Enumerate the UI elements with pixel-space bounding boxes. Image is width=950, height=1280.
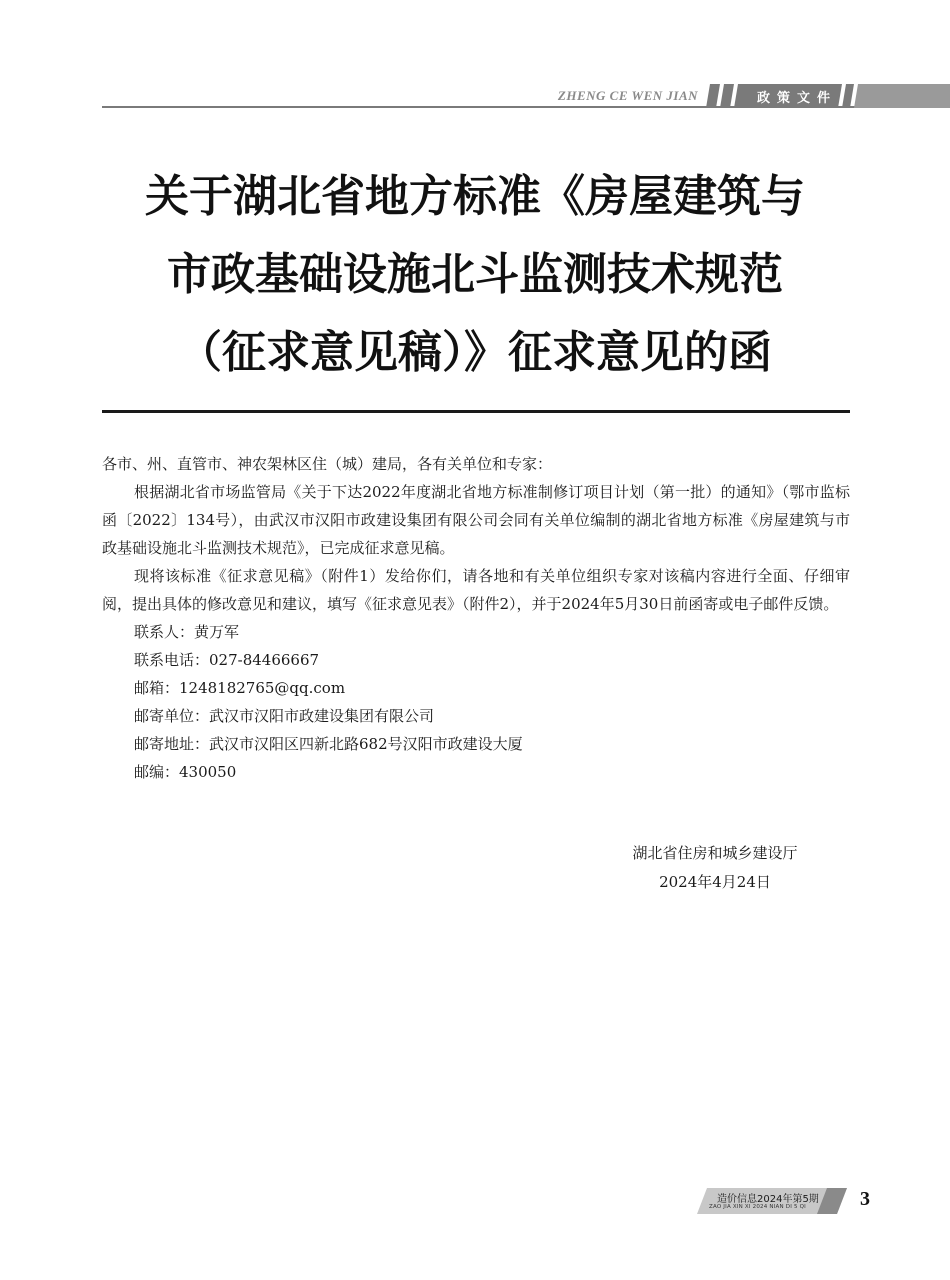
contact-email: 邮箱：1248182765@qq.com — [134, 679, 346, 697]
contact-phone: 联系电话：027-84466667 — [134, 651, 320, 669]
letter-body — [102, 450, 850, 786]
page-number: 3 — [860, 1188, 870, 1210]
document-title — [100, 158, 850, 392]
signature-org: 湖北省住房和城乡建设厅 — [632, 844, 798, 862]
contact-postcode: 邮编：430050 — [134, 763, 237, 781]
title-line-2: 市政基础设施北斗监测技术规范 — [167, 249, 783, 300]
contact-mail-unit: 邮寄单位：武汉市汉阳市政建设集团有限公司 — [134, 707, 435, 725]
title-line-3: （征求意见稿）》征求意见的函 — [178, 327, 772, 378]
header-section-title: 政策文件 — [756, 91, 837, 106]
salutation: 各市、州、直管市、神农架林区住（城）建局，各有关单位和专家： — [102, 455, 553, 473]
title-line-1: 关于湖北省地方标准《房屋建筑与 — [145, 171, 805, 222]
header-section-pinyin: ZHENG CE WEN JIAN — [557, 88, 698, 103]
footer-journal-name: 造价信息2024年第5期 — [717, 1194, 819, 1205]
body-paragraph-1: 根据湖北省市场监管局《关于下达2022年度湖北省地方标准制修订项目计划（第一批）的通知》（鄂市监标函〔2022〕134号），由武汉市汉阳市政建设集团有限公司会同有关单位编制的湖北省地方标准《房屋建筑与市政基础设施北斗监测技术规范》，已完成征求意见稿。 — [102, 483, 850, 557]
contact-person: 联系人：黄万军 — [134, 623, 240, 641]
footer-journal-banner — [695, 1186, 855, 1216]
footer-journal-pinyin: ZAO JIA XIN XI 2024 NIAN DI 5 QI — [709, 1204, 806, 1210]
signature-date: 2024年4月24日 — [659, 873, 771, 891]
contact-mail-address: 邮寄地址：武汉市汉阳区四新北路682号汉阳市政建设大厦 — [134, 735, 523, 753]
body-paragraph-2: 现将该标准《征求意见稿》（附件1）发给你们，请各地和有关单位组织专家对该稿内容进行全面、仔细审阅，提出具体的修改意见和建议，填写《征求意见表》（附件2），并于2024年5月30日前函寄或电子邮件反馈。 — [102, 567, 850, 613]
title-divider — [102, 410, 850, 413]
